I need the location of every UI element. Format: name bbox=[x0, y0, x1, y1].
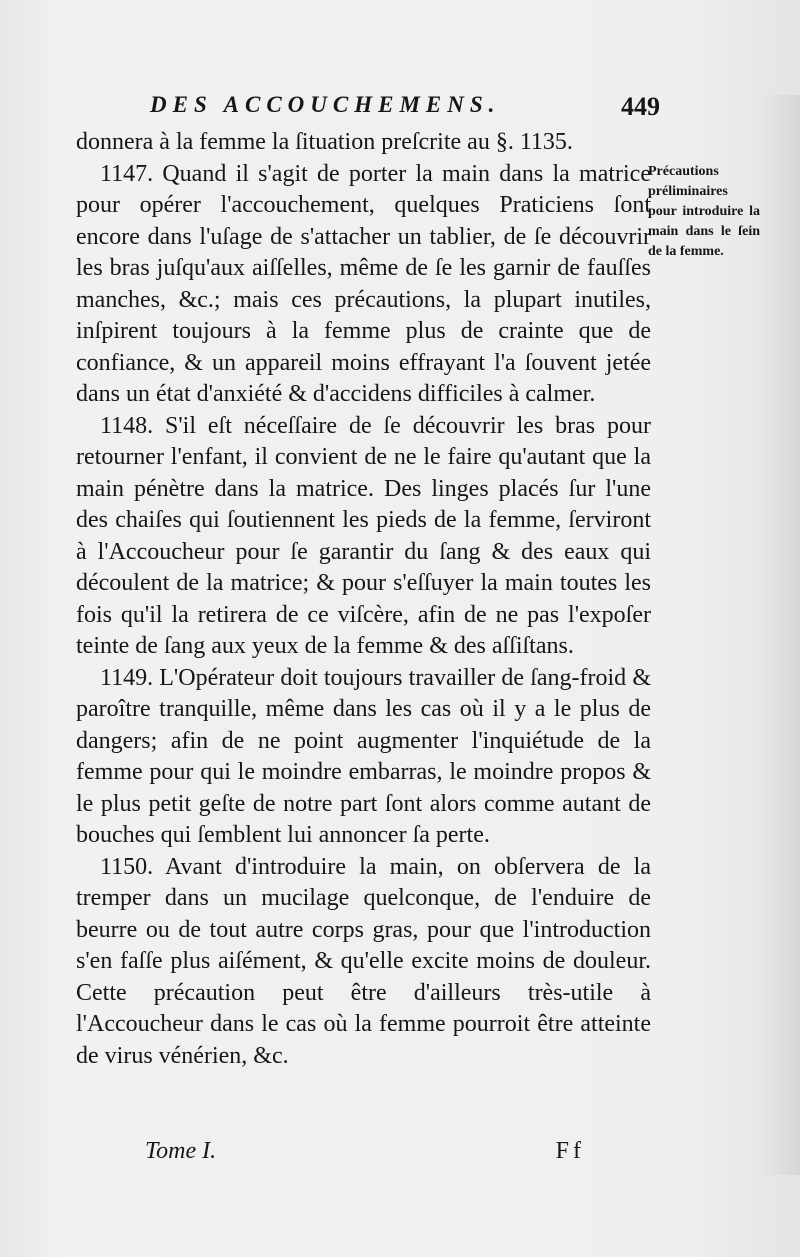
running-head-title: DES ACCOUCHEMENS. bbox=[150, 92, 501, 117]
paragraph-1147: 1147. Quand il s'agit de porter la main dans la matrice pour opérer l'accouchement, quelques Praticiens ſont encore dans l'uſage de s'attacher un tablier, de ſe découvrir les bras juſqu'aux aiſſelles, même de ſe les garnir de fauſſes manches, &c.; mais ces précautions, la plupart inutiles, inſpirent toujours à la femme plus de crainte que de confiance, & un appareil moins effrayant l'a ſouvent jetée dans un état d'anxiété & d'accidens difficiles à calmer. bbox=[76, 160, 651, 407]
paragraph-1149: 1149. L'Opérateur doit toujours travailler de ſang-froid & paroître tranquille, même dans les cas où il y a le plus de dangers; afin de ne point augmenter l'inquiétude de la femme pour qui le moindre embarras, le moindre propos & le plus petit geſte de notre part ſont alors comme autant de bouches qui ſemblent lui annoncer ſa perte. bbox=[76, 664, 651, 848]
paragraph-1150: 1150. Avant d'introduire la main, on obſervera de la tremper dans un mucilage quelconque, de l'enduire de beurre ou de tout autre corps gras, pour que l'introduction s'en faſſe plus aiſément, & qu'elle excite moins de douleur. Cette précaution peut être d'ailleurs très-utile à l'Accoucheur dans le cas où la femme pourroit être atteinte de virus vénérien, &c. bbox=[76, 853, 651, 1069]
paragraph-1148: 1148. S'il eſt néceſſaire de ſe découvrir les bras pour retourner l'enfant, il convient de ne le faire qu'autant que la main pénètre dans la matrice. Des linges placés ſur l'une des chaiſes qui ſoutiennent les pieds de la femme, ſerviront à l'Accoucheur pour ſe garantir du ſang & des eaux qui découlent de la matrice; & pour s'eſſuyer la main toutes les fois qu'il la retirera de ce viſcère, afin de ne pas l'expoſer teinte de ſang aux yeux de la femme & des aſſiſtans. bbox=[76, 412, 651, 659]
main-text bbox=[76, 127, 651, 1072]
page-footer bbox=[145, 1138, 585, 1170]
running-head bbox=[150, 92, 670, 122]
page-number: 449 bbox=[621, 92, 660, 121]
margin-note: Précautions préliminaires pour introduire la main dans le ſein de la femme. bbox=[648, 164, 760, 259]
continued-line: donnera à la femme la ſituation preſcrite au §. 1135. bbox=[76, 129, 573, 155]
page-edge-shadow bbox=[760, 95, 800, 1175]
signature-mark: Ff bbox=[555, 1138, 585, 1164]
volume-label: Tome I. bbox=[145, 1138, 217, 1164]
